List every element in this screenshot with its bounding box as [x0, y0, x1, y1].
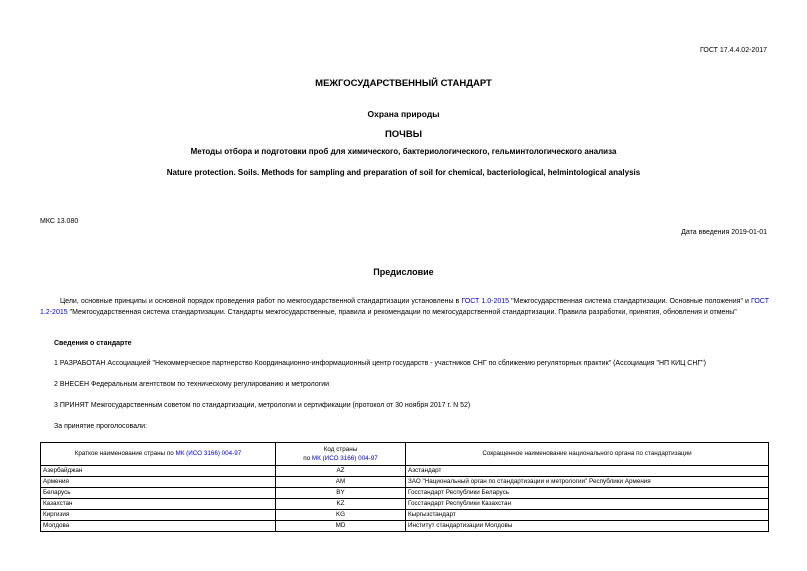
country-cell: Киргизия: [41, 510, 276, 521]
country-cell: Казахстан: [41, 499, 276, 510]
title-russian: Методы отбора и подготовки проб для химического, бактериологического, гельминтологического анализа: [190, 147, 617, 156]
mk-iso-link[interactable]: МК (ИСО 3166) 004-97: [175, 450, 242, 458]
header-country-name: Краткое наименование страны по МК (ИСО 3166) 004-97: [41, 443, 276, 466]
info-item-adopted: 3 ПРИНЯТ Межгосударственным советом по стандартизации, метрологии и сертификации (протокол от 30 ноября 2017 г. N 52): [54, 402, 471, 409]
header-standards-body: Сокращенное наименование национального органа по стандартизации: [406, 443, 769, 466]
code-cell: AZ: [276, 466, 406, 477]
org-cell: Госстандарт Республики Беларусь: [406, 488, 769, 499]
info-item-developed: 1 РАЗРАБОТАН Ассоциацией "Некоммерческое партнерство Координационно-информационный центр государств - участников СНГ по сближению регуляторных практик" (Ассоциация "НП КИЦ СНГ"): [54, 360, 706, 367]
org-cell: ЗАО "Национальный орган по стандартизации и метрологии" Республики Армения: [406, 477, 769, 488]
code-cell: AM: [276, 477, 406, 488]
country-cell: Молдова: [41, 521, 276, 532]
introduction-date: Дата введения 2019-01-01: [681, 229, 767, 236]
org-cell: Кыргызстандарт: [406, 510, 769, 521]
table-row: [41, 499, 769, 510]
org-cell: Госстандарт Республики Казахстан: [406, 499, 769, 510]
country-cell: Армения: [41, 477, 276, 488]
table-header-row: [41, 443, 769, 466]
code-cell: KZ: [276, 499, 406, 510]
org-cell: Азстандарт: [406, 466, 769, 477]
mk-iso-link[interactable]: МК (ИСО 3166) 004-97: [311, 455, 378, 462]
standard-info-heading: Сведения о стандарте: [54, 340, 132, 347]
topic-heading: Охрана природы: [367, 109, 440, 119]
header-country-code: Код страны по МК (ИСО 3166) 004-97: [276, 443, 406, 466]
subject-heading: ПОЧВЫ: [384, 129, 423, 140]
table-row: [41, 510, 769, 521]
table-row: [41, 488, 769, 499]
gost-1-0-link[interactable]: ГОСТ 1.0-2015: [461, 298, 510, 305]
code-cell: MD: [276, 521, 406, 532]
preface-heading: Предисловие: [373, 267, 434, 277]
gost-1-2-link[interactable]: ГОСТ 1.2-2015: [40, 298, 769, 316]
interstate-standard-heading: МЕЖГОСУДАРСТВЕННЫЙ СТАНДАРТ: [315, 78, 492, 89]
table-row: [41, 477, 769, 488]
voting-countries-table: [40, 442, 769, 532]
code-cell: KG: [276, 510, 406, 521]
intro-text-1: Цели, основные принципы и основной порядок проведения работ по межгосударственной стандартизации установлены в: [60, 298, 462, 305]
intro-text-2: "Межгосударственная система стандартизации. Основные положения" и: [509, 298, 752, 305]
voted-for-label: За принятие проголосовали:: [54, 423, 147, 430]
title-english: Nature protection. Soils. Methods for sampling and preparation of soil for chemical, bacteriological, helmintological analysis: [166, 168, 641, 177]
code-cell: BY: [276, 488, 406, 499]
intro-text-3: "Межгосударственная система стандартизации. Стандарты межгосударственные, правила и рекомендации по межгосударственной стандартизации. Правила разработки, принятия, обновления и отмены": [67, 308, 737, 316]
table-row: [41, 466, 769, 477]
country-cell: Беларусь: [41, 488, 276, 499]
info-item-submitted: 2 ВНЕСЕН Федеральным агентством по техническому регулированию и метрологии: [54, 381, 330, 388]
table-row: [41, 521, 769, 532]
org-cell: Институт стандартизации Молдовы: [406, 521, 769, 532]
country-cell: Азербайджан: [41, 466, 276, 477]
preface-intro-paragraph: [40, 297, 769, 318]
document-code: ГОСТ 17.4.4.02-2017: [700, 47, 767, 54]
mks-code: МКС 13.080: [40, 218, 79, 225]
